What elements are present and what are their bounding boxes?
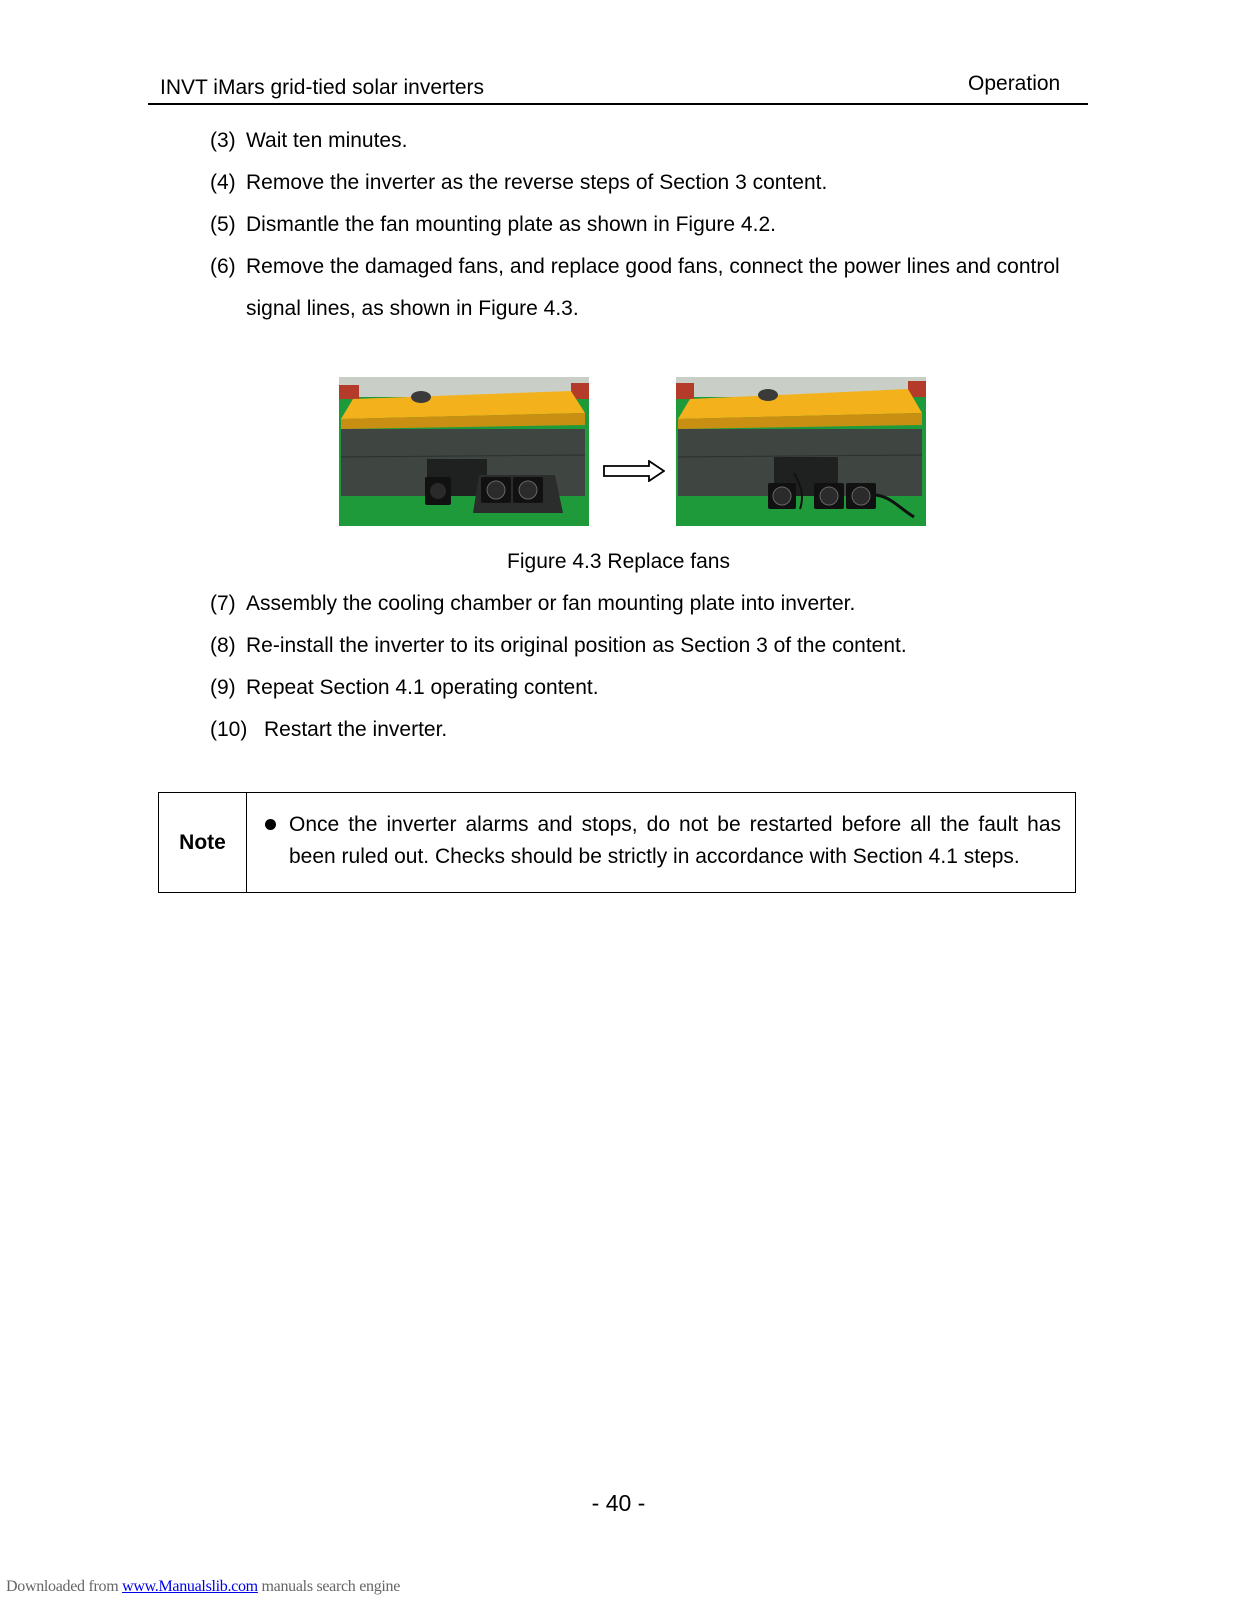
step-5 — [210, 213, 776, 237]
note-text-line-2: been ruled out. Checks should be strictly in accordance with Section 4.1 steps. — [289, 845, 1020, 868]
step-number: (3) — [210, 129, 236, 152]
inverter-photo-before — [339, 377, 589, 526]
footer-suffix: manuals search engine — [257, 1578, 401, 1595]
header-rule — [148, 103, 1088, 105]
step-3 — [210, 129, 407, 153]
step-text: Remove the damaged fans, and replace good fans, connect the power lines and control — [246, 255, 1060, 278]
header-section: Operation — [968, 72, 1061, 95]
step-text: Assembly the cooling chamber or fan mounting plate into inverter. — [246, 592, 856, 615]
figure-caption: Figure 4.3 Replace fans — [507, 550, 730, 573]
inverter-photo-after — [676, 377, 926, 526]
bullet-icon — [265, 819, 276, 830]
step-6 — [210, 255, 1060, 279]
note-box — [158, 792, 1076, 893]
step-text: Wait ten minutes. — [246, 129, 408, 152]
arrow-right-icon — [603, 460, 665, 482]
step-number: (6) — [210, 255, 236, 278]
step-text: Repeat Section 4.1 operating content. — [246, 676, 599, 699]
step-number: (5) — [210, 213, 236, 236]
step-10 — [210, 718, 447, 742]
step-number: (7) — [210, 592, 236, 615]
step-8 — [210, 634, 907, 658]
note-body — [247, 793, 1075, 892]
footer-prefix: Downloaded from — [6, 1578, 123, 1595]
step-text: Re-install the inverter to its original position as Section 3 of the content. — [246, 634, 907, 657]
step-number: (9) — [210, 676, 236, 699]
step-text: Dismantle the fan mounting plate as shown in Figure 4.2. — [246, 213, 776, 236]
page-number: - 40 - — [591, 1490, 646, 1516]
step-number: (10) — [210, 718, 248, 741]
step-7 — [210, 592, 855, 616]
note-label: Note — [159, 793, 247, 892]
manualslib-link[interactable]: www.Manualslib.com — [122, 1578, 258, 1595]
step-text: Restart the inverter. — [264, 718, 448, 741]
header-title: INVT iMars grid-tied solar inverters — [160, 76, 485, 99]
step-9 — [210, 676, 599, 700]
note-text-line-1: Once the inverter alarms and stops, do not be restarted before all the fault has — [289, 813, 1061, 836]
step-4 — [210, 171, 827, 195]
step-text: Remove the inverter as the reverse steps of Section 3 content. — [246, 171, 828, 194]
download-footer — [6, 1578, 400, 1596]
step-6-continuation: signal lines, as shown in Figure 4.3. — [246, 297, 579, 320]
step-number: (4) — [210, 171, 236, 194]
step-number: (8) — [210, 634, 236, 657]
